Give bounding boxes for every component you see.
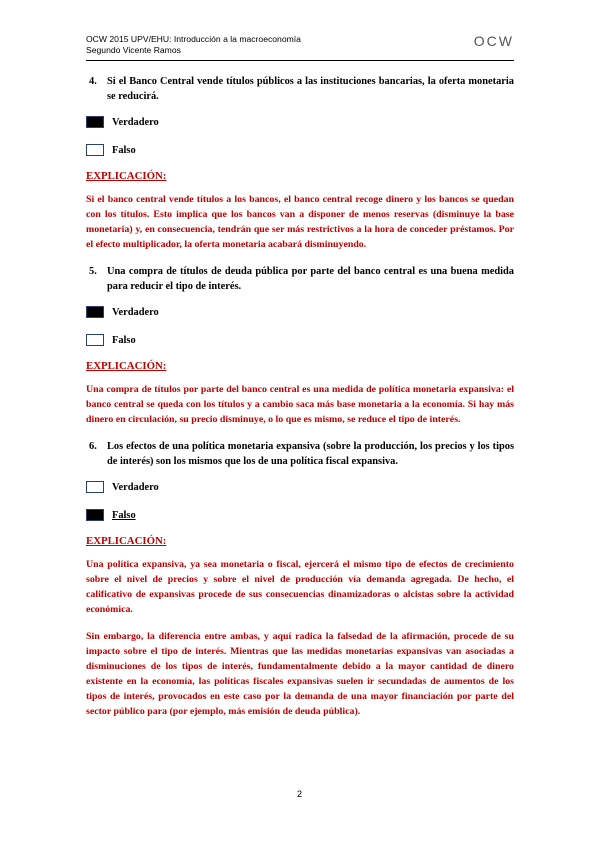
explanation-text: Si el banco central vende títulos a los bancos, el banco central recoge dinero y los bancos se quedan con los títulos. Esto implica que los bancos van a disponer de menos reservas (disminuye la base monetaria) y, en consecuencia, tendrán que ser más restrictivos a la hora de conceder préstamos. Por el efecto multiplicador, la oferta monetaria acabará disminuyendo. xyxy=(86,194,514,250)
explanation-text: Una política expansiva, ya sea monetaria o fiscal, ejercerá el mismo tipo de efectos de crecimiento sobre el nivel de precios y sobre el nivel de producción vía demanda agregada. De hecho, el calificativo de expansivas procede de sus consecuencias dinamizadoras o alcistas sobre la actividad económica. xyxy=(86,559,514,615)
question-number: 6. xyxy=(89,441,97,452)
checkbox-unchecked[interactable] xyxy=(86,144,104,156)
checkbox-checked[interactable] xyxy=(86,306,104,318)
explanation-title: EXPLICACIÓN: xyxy=(86,170,167,182)
header-divider xyxy=(86,60,514,61)
checkbox-checked[interactable] xyxy=(86,509,104,521)
explanation-title: EXPLICACIÓN: xyxy=(86,535,167,547)
option-label: Verdadero xyxy=(112,116,159,128)
answer-option[interactable] xyxy=(86,507,514,523)
page-header xyxy=(86,34,514,56)
option-label: Verdadero xyxy=(112,306,159,318)
explanation-text: Una compra de títulos por parte del banco central es una medida de política monetaria expansiva: el banco central se queda con los títulos y a cambio saca más base monetaria a la economía. Si hay más dinero en circulación, su precio disminuye, o lo que es mismo, se reduce el tipo de interés. xyxy=(86,384,514,425)
checkbox-checked[interactable] xyxy=(86,116,104,128)
explanation-text: Sin embargo, la diferencia entre ambas, y aquí radica la falsedad de la afirmación, procede de su impacto sobre el tipo de interés. Mientras que las medidas monetarias expansivas van asociadas a disminuciones de los tipos de interés, fundamentalmente debido a la mayor cantidad de dinero existente en la economía, las políticas fiscales expansivas suelen ir secundadas de aumentos de los tipos de interés, provocados en este caso por la demanda de una mayor financiación por parte del sector público para (por ejemplo, más emisión de deuda pública). xyxy=(86,631,514,717)
question-number: 5. xyxy=(89,266,97,277)
ocw-logo: OCW xyxy=(473,33,514,49)
option-label: Falso xyxy=(112,144,136,156)
option-label: Verdadero xyxy=(112,481,159,493)
checkbox-unchecked[interactable] xyxy=(86,334,104,346)
author-name: Segundo Vicente Ramos xyxy=(86,45,181,55)
question-number: 4. xyxy=(89,76,97,87)
question-text: Los efectos de una política monetaria expansiva (sobre la producción, los precios y los tipos de interés) son los mismos que los de una política fiscal expansiva. xyxy=(107,441,514,467)
answer-option[interactable] xyxy=(86,332,514,348)
option-label: Falso xyxy=(112,509,136,521)
explanation-title: EXPLICACIÓN: xyxy=(86,360,167,372)
question-text: Si el Banco Central vende títulos públicos a las instituciones bancarias, la oferta monetaria se reducirá. xyxy=(107,76,514,102)
document-body xyxy=(86,74,514,731)
answer-option[interactable] xyxy=(86,304,514,320)
answer-option[interactable] xyxy=(86,114,514,130)
question xyxy=(86,439,514,469)
question xyxy=(86,74,514,104)
question xyxy=(86,264,514,294)
page-number: 2 xyxy=(296,789,302,799)
question-text: Una compra de títulos de deuda pública por parte del banco central es una buena medida para reducir el tipo de interés. xyxy=(107,266,514,292)
checkbox-unchecked[interactable] xyxy=(86,481,104,493)
option-label: Falso xyxy=(112,334,136,346)
answer-option[interactable] xyxy=(86,142,514,158)
course-title: OCW 2015 UPV/EHU: Introducción a la macroeconomía xyxy=(86,34,301,44)
answer-option[interactable] xyxy=(86,479,514,495)
